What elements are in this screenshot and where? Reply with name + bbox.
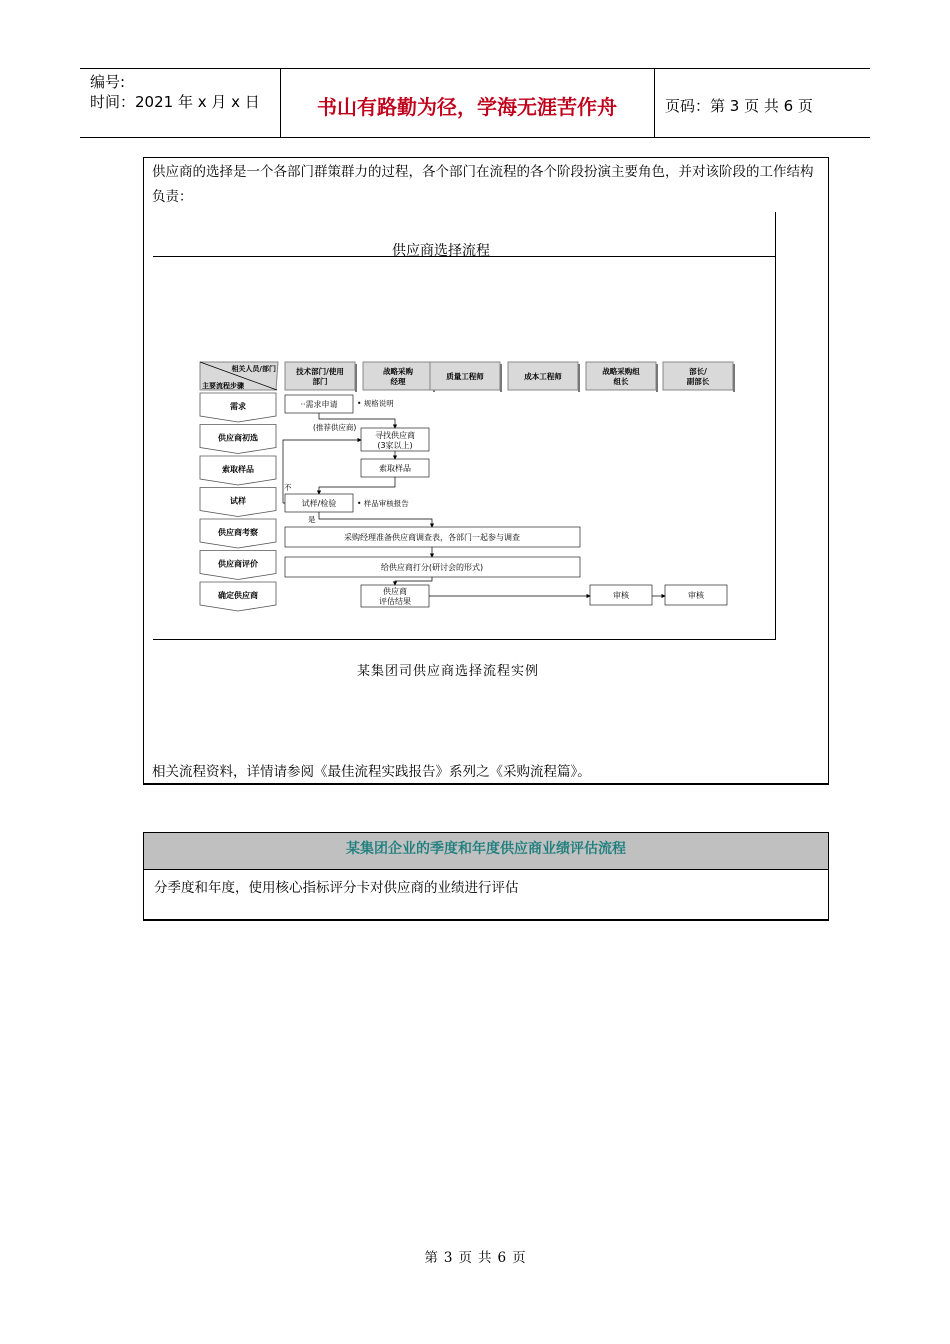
dept-header-label: 技术部门/使用 bbox=[296, 367, 344, 376]
box-demand-label: ··需求申请 bbox=[300, 400, 338, 409]
dept-header-label: 质量工程师 bbox=[446, 372, 484, 381]
box-result-label-2: 评估结果 bbox=[379, 597, 411, 606]
note-spec: • 规格说明 bbox=[357, 399, 394, 408]
footer-word-1: 第 bbox=[424, 1250, 438, 1266]
department-headers bbox=[285, 362, 735, 392]
section-2-body: 分季度和年度，使用核心指标评分卡对供应商的业绩进行评估 bbox=[154, 880, 519, 896]
box-sample-label: 索取样品 bbox=[379, 464, 411, 473]
step-label: 试样 bbox=[230, 496, 246, 506]
dept-header-shadow bbox=[578, 364, 580, 392]
box-find-label-1: 寻找供应商 bbox=[375, 431, 415, 440]
note-yes: 是 bbox=[308, 515, 316, 524]
dept-header-shadow bbox=[500, 364, 502, 392]
dept-header-label: 部长/ bbox=[689, 367, 707, 376]
corner-header bbox=[200, 362, 278, 390]
header-motto: 书山有路勤为径，学海无涯苦作舟 bbox=[317, 95, 617, 119]
step-label: 确定供应商 bbox=[218, 591, 258, 600]
intro-text: 供应商的选择是一个各部门群策群力的过程，各个部门在流程的各个阶段扮演主要角色，并对该阶段的工作结构负责： bbox=[152, 164, 814, 205]
footer-word-4: 页 bbox=[512, 1250, 526, 1266]
footer-page: 3 bbox=[443, 1250, 453, 1266]
footer-word-3: 共 bbox=[478, 1250, 492, 1266]
flowchart-title: 供应商选择流程 bbox=[392, 243, 490, 259]
box-find-label-2: (3家以上) bbox=[377, 441, 413, 450]
related-text: 相关流程资料，详情请参阅《最佳流程实践报告》系列之《采购流程篇》。 bbox=[152, 764, 591, 780]
dept-header-label: 战略采购组 bbox=[602, 367, 640, 376]
process-steps bbox=[200, 393, 276, 611]
dept-header-label: 组长 bbox=[613, 377, 629, 386]
dept-header-shadow bbox=[733, 364, 735, 392]
box-score-label: 给供应商打分(研讨会的形式) bbox=[380, 563, 484, 572]
page-info: 页码：第 3 页 共 6 页 bbox=[665, 97, 813, 115]
dept-header-label: 成本工程师 bbox=[524, 372, 562, 381]
corner-bottom-label: 主要流程步骤 bbox=[202, 382, 244, 390]
step-label: 需求 bbox=[230, 402, 246, 411]
step-label: 索取样品 bbox=[222, 465, 254, 474]
dept-header-label: 经理 bbox=[390, 377, 406, 386]
box-survey-label: 采购经理准备供应商调查表，各部门一起参与调查 bbox=[344, 533, 520, 542]
dept-header-label: 部门 bbox=[312, 377, 328, 386]
step-label: 供应商考察 bbox=[218, 528, 258, 537]
note-no: 不 bbox=[284, 483, 292, 492]
page-footer bbox=[0, 1246, 950, 1266]
box-review-2-label: 审核 bbox=[688, 591, 704, 600]
note-report: • 样品审核报告 bbox=[357, 499, 409, 508]
footer-word-2: 页 bbox=[458, 1250, 472, 1266]
step-label: 供应商初选 bbox=[218, 433, 258, 443]
date-label: 时间：2021 年 x 月 x 日 bbox=[90, 93, 260, 111]
note-recommend: (推荐供应商) bbox=[313, 423, 357, 432]
box-result-label-1: 供应商 bbox=[383, 587, 407, 596]
dept-header-label: 战略采购 bbox=[383, 367, 413, 376]
serial-label: 编号: bbox=[90, 73, 126, 91]
corner-top-label: 相关人员/部门 bbox=[231, 365, 276, 373]
step-label: 供应商评价 bbox=[218, 559, 258, 569]
footer-total: 6 bbox=[497, 1250, 507, 1266]
dept-header-shadow bbox=[355, 364, 357, 392]
section-2-title: 某集团企业的季度和年度供应商业绩评估流程 bbox=[346, 841, 626, 857]
dept-header-label: 副部长 bbox=[686, 377, 710, 386]
figure-caption: 某集团司供应商选择流程实例 bbox=[356, 664, 539, 679]
box-review-1-label: 审核 bbox=[613, 591, 629, 600]
box-test-label: 试样/检验 bbox=[301, 499, 337, 508]
dept-header-shadow bbox=[656, 364, 658, 392]
